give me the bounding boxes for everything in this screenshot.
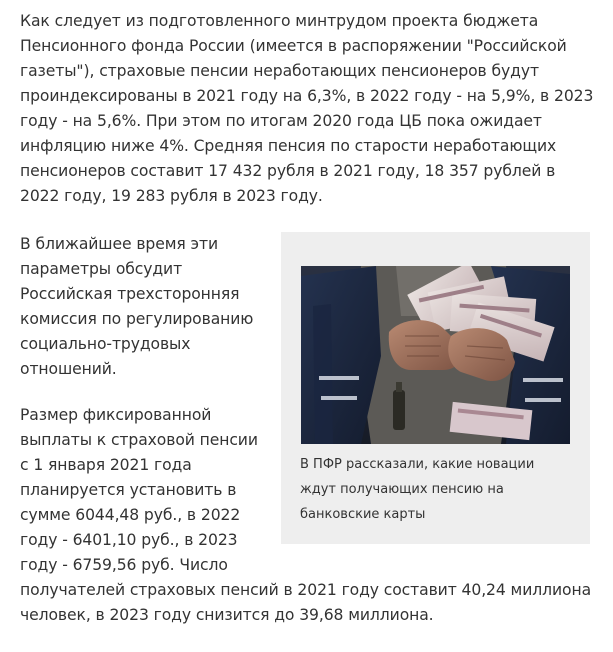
photo-figure: [281, 232, 590, 544]
article-paragraph: В ближайшее время эти параметры обсудит Российская трехсторонняя комиссия по регулированию социально-трудовых отношений.: [20, 235, 254, 378]
article-paragraph: Размер фиксированной выплаты к страховой пенсии с 1 января 2021 года планируется установить в сумме 6044,48 руб., в 2022 году - 6401,10 руб., в 2023 году - 6759,56 руб. Число: [20, 406, 258, 574]
photo-hands-with-banknotes: [301, 266, 570, 444]
photo-caption: В ПФР рассказали, какие новации ждут получающих пенсию на банковские карты: [300, 457, 535, 522]
article-paragraph-continuation: получателей страховых пенсий в 2021 году составит 40,24 миллиона человек, в 2023 году снизится до 39,68 миллиона.: [20, 581, 592, 624]
news-photo[interactable]: [301, 266, 570, 444]
article-paragraph: Как следует из подготовленного минтрудом проекта бюджета Пенсионного фонда России (имеется в распоряжении "Российской газеты"), страховые пенсии неработающих пенсионеров будут проиндексированы в 2021 году на 6,3%, в 2022 году - на 5,9%, в 2023 году - на 5,6%. При этом по итогам 2020 года ЦБ пока ожидает инфляцию ниже 4%. Средняя пенсия по старости неработающих пенсионеров составит 17 432 рубля в 2021 году, 18 357 рублей в 2022 году, 19 283 рубля в 2023 году.: [20, 12, 594, 205]
